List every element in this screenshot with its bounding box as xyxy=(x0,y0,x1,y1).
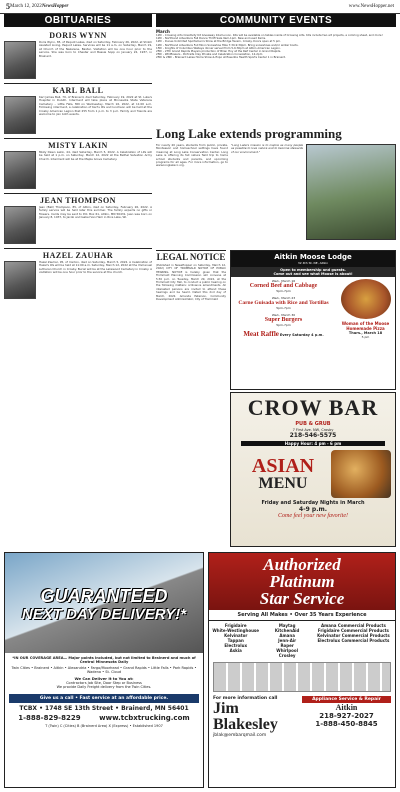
cta-text: Give us a call • Fast service at an affordable price. xyxy=(39,696,169,701)
obit-text: Doris Wynn, 85, of Pequot Lakes, died on Saturday, February 26, 2022, at Shiloh Assisted Living, Pequot Lakes. Services will be 11 a.m. on Saturday, March 19, at Church of the Nazarene, Baxter. Visitation will be one hour prior to the service. She was born to Chester and Bessie Sopp on January 22, 1937, in Brainerd. xyxy=(39,40,152,58)
page-header xyxy=(0,0,400,14)
event-time: 5pm-7pm xyxy=(276,289,291,293)
obit-text: Jean (Ball) Thompson, 85, of Aitkin, died on Saturday, February 26, 2022. A family service will be held later this summer. The family expects no gifts or flowers. Cards may be sent to P.O. Box 61, Aitkin, MN 56431. Jean was born on January 8, 1937, to Jacob and Isabel Van Ham in Rice Lake, WI. xyxy=(39,205,152,220)
event-item: 15th - Knights of Columbus Walleye dinner served from 5-6:30pm at Aitkin American Legion. xyxy=(156,45,281,50)
obit-photo xyxy=(4,96,36,134)
brand: Roper xyxy=(280,643,294,648)
tcbx-phone[interactable]: 1-888-829-8229 xyxy=(18,714,81,722)
event-date: Wed., March 23 xyxy=(271,296,296,300)
divider xyxy=(4,138,152,139)
towns-list: Twin Cities • Brainerd • Aitkin • Alexandria • Fargo/Moorhead • Grand Rapids • Little Falls • Park Rapids • Wadena • St. Cloud xyxy=(11,666,197,674)
brand: Kelvinator xyxy=(224,633,248,638)
obit-name: HAZEL ZAUHAR xyxy=(42,251,114,260)
obituaries-column xyxy=(4,29,152,549)
long-lake-article xyxy=(156,126,396,246)
blakesley-header xyxy=(209,553,395,610)
brand: Maytag xyxy=(278,623,296,628)
service-label: Appliance Service & Repair xyxy=(302,696,391,703)
events-month: March xyxy=(156,29,170,34)
guaranteed-text: GUARANTEED xyxy=(40,586,168,606)
obit-hazel xyxy=(4,251,152,301)
obit-photo xyxy=(4,206,36,244)
article-headline: Long Lake extends programming xyxy=(156,126,342,141)
event-item: 12th - Dunes Unlimited Sportsmen's Show at the Bridge Tavern, Crosby. Doors open at 5 pm. xyxy=(156,39,281,44)
divider xyxy=(4,83,152,84)
obit-photo xyxy=(4,261,36,299)
deliver-tag3: We provide Daily Freight delivery from the Twin Cities. xyxy=(56,685,152,689)
article-body: For nearly 40 years, students from public, private, Montessori and homeschool settings have found meaning at Long Lake Conservation Center. Long Lake is offering its fall nature field trip to home school students and parents, and upcoming programs for all ages. For more information, go to www.longlakecc.org. xyxy=(156,143,228,168)
brand: Crosley xyxy=(278,653,296,658)
deliver-tag: We Can Deliver It to You at: xyxy=(74,676,134,681)
coverage-fine: *IN OUR COVERAGE AREA— Major points included, but not limited to Brainerd and much of Central Minnesota Daily xyxy=(12,656,196,664)
owner-email[interactable]: jblak@embarqmail.com xyxy=(213,733,267,738)
brands-col-b xyxy=(262,623,311,658)
owner-name: Jim Blakesley xyxy=(213,700,278,733)
event-name: Corned Beef and Cabbage xyxy=(249,283,318,289)
obituaries-banner: OBITUARIES xyxy=(4,14,152,27)
site-url[interactable]: www.NewsHopper.net xyxy=(348,4,394,9)
page-number: 5 xyxy=(6,2,10,11)
event-item: 25th & 26th - Brainerd Lakes Home Show & Expo at Essentia Health Sports Center 1 in Brainerd. xyxy=(156,55,286,60)
tcbx-legend: T (Twin) C (Cities) B (Brainerd Area) X (Express) • Established 1907 xyxy=(45,724,163,728)
issue-date: March 12, 2022 xyxy=(10,4,42,9)
crow-bar-address: 7 First Ave. NW, Crosby xyxy=(292,428,334,432)
brands xyxy=(209,621,395,660)
moose-pizza xyxy=(336,277,395,341)
tcbx-address: TCBX • 1748 SE 13th Street • Brainerd, MN 56401 xyxy=(19,705,189,712)
food-photo xyxy=(331,450,391,498)
deliver-tag2: Contractors Job Site, Door Step or Business xyxy=(66,681,142,685)
brand: Amana xyxy=(279,633,295,638)
moose-events xyxy=(231,277,336,341)
asian-hours: 4-9 p.m. xyxy=(298,506,328,513)
brand-logos-strip xyxy=(213,662,391,692)
pizza-time: 5 pm xyxy=(361,335,370,339)
obit-text: Karl James Ball, 79, of Brainerd, died Saturday, February 19, 2022 at St. Luke's Hospital in Duluth. Interment will take place at Minnesota State Veterans Cemetery – Little Falls, MN on Wednesday, March 16, 2022, at 11:00 a.m. Following interment, a celebration of Karl's life and luncheon will be held at the Crosby American Legion Post 255 from 1 p.m. to 3 p.m. Family and friends are welcome to join both events. xyxy=(39,95,152,117)
moose-tagline: Open to membership and guests. xyxy=(280,268,346,272)
events-banner: COMMUNITY EVENTS xyxy=(156,14,396,27)
brand: Askia xyxy=(229,648,242,653)
moose-event xyxy=(233,330,334,338)
obit-misty xyxy=(4,141,152,191)
happy-hour: Happy Hour: 4 pm - 6 pm xyxy=(241,441,385,446)
brands-col-a xyxy=(211,623,260,658)
crow-bar-ad xyxy=(230,392,396,547)
obit-name: JEAN THOMPSON xyxy=(40,196,116,205)
brand: Frigidaire xyxy=(224,623,247,628)
info-label: For more information call xyxy=(213,696,278,701)
headline-3: Star Service xyxy=(259,589,345,608)
paper-name: NewsHopper xyxy=(41,4,69,9)
pizza-photo xyxy=(341,279,391,319)
menu-text: MENU xyxy=(258,475,308,492)
obit-name: MISTY LAKIN xyxy=(48,141,108,150)
obit-text: Hazel Zauhar, 95, of Ironton, died on Saturday, March 5, 2022. A Celebration of Hazel's life will be held at 11:00 a.m. Saturday, March 12, 2022 at the Immanuel Lutheran Church in Crosby. Burial will be at the Lakewood Cemetery in Crosby. A visitation will be one hour prior to the service at the church. xyxy=(39,260,152,275)
brand: Jenn-Air xyxy=(278,638,297,643)
obit-doris xyxy=(4,31,152,81)
crow-bar-name: CROW BAR xyxy=(247,395,379,420)
brand: Kelvinator Commercial Products xyxy=(317,633,390,638)
brand: KitchenAid xyxy=(274,628,300,633)
legal-notice xyxy=(156,250,226,470)
obit-name: DORIS WYNN xyxy=(49,31,107,40)
tcbx-url[interactable]: www.tcbxtrucking.com xyxy=(99,714,190,722)
brand: Frigidaire Commercial Products xyxy=(317,628,389,633)
phone-1[interactable]: 218-927-2027 xyxy=(319,712,374,720)
next-day-text: NEXT DAY DELIVERY!* xyxy=(21,606,187,623)
crow-bar-tagline: Come feel your new favorite! xyxy=(278,513,348,519)
asian-text: ASIAN xyxy=(251,455,315,477)
blakesley-ad xyxy=(208,552,396,788)
event-name: Carne Guisada with Rice and Tortillas xyxy=(238,300,329,306)
event-time: Every Saturday 4 p.m. xyxy=(279,333,324,337)
headline-1: Authorized xyxy=(263,555,341,574)
brand: Electrolux xyxy=(224,643,248,648)
event-time: 5pm-7pm xyxy=(276,306,291,310)
moose-event xyxy=(233,279,334,293)
obit-name: KARL BALL xyxy=(52,86,104,95)
event-date: Wed., March 30 xyxy=(271,313,296,317)
moose-tagline-2: Come out and see what Moose is about! xyxy=(273,272,353,276)
article-quote: "Long Lake's mission is to inspire as many people as possible to love nature and to become stewards of our environment." xyxy=(231,143,303,154)
obit-jean xyxy=(4,196,152,246)
legal-heading: LEGAL NOTICE xyxy=(156,252,226,262)
brand: Amana Commercial Products xyxy=(321,623,386,628)
moose-event xyxy=(233,313,334,327)
obit-text: Misty Dawn Lakin, 44, died Saturday, March 5, 2022. A Celebration of Life will be held at 1 p.m. on Saturday, March 12, 2022 at the Bethel Salvation Army Church. Interment will be at the Maple Grove Cemetery. xyxy=(39,150,152,161)
event-date: Wed., March 16 xyxy=(271,279,296,283)
tcbx-cta xyxy=(9,694,199,703)
event-item: 25th - 27th Grand Rapids Players production of Brian Hoy at the Reif Center in Grand Rapids. xyxy=(156,49,282,54)
moose-address: 32 4th St. NE, Aitkin xyxy=(297,261,329,265)
blakesley-tagline: Serving All Makes • Over 35 Years Experience xyxy=(209,610,395,621)
brand: Whirlpool xyxy=(276,648,299,653)
article-photo xyxy=(306,144,396,240)
pizza-date: Thurs., March 18 xyxy=(348,331,383,335)
event-item: 12th - Crossing Arts Creativity Kit Giveaway 10am-noon. Kits will be available on tables inside of Crossing Arts. Kits include two art projects, a coloring sheet, and more! xyxy=(156,33,383,37)
pizza-title: Woman of the Moose Homemade Pizza xyxy=(341,321,390,331)
events-list xyxy=(156,34,396,60)
truck-photo xyxy=(5,553,203,653)
event-time: 5pm-7pm xyxy=(276,323,291,327)
event-item: 12th - Northland Adventure Full Moon Snowshoe Hike 7:30-9:30pm. Bring snowshoes and/or winter boots. xyxy=(156,42,299,47)
divider xyxy=(4,248,152,249)
crow-bar-sub: PUB & GRUB xyxy=(295,421,331,427)
headline-2: Platinum xyxy=(269,572,335,591)
event-item: 12th - Northland Adventure Fall Dance Thrift Sale 9am-1pm. New and used items. xyxy=(156,36,267,41)
event-name: Super Burgers xyxy=(264,317,303,323)
aitkin-moose-ad xyxy=(230,250,396,390)
phone-2[interactable]: 1-888-450-8845 xyxy=(315,720,378,728)
tcbx-ad xyxy=(4,552,204,788)
moose-tag xyxy=(231,267,395,277)
legal-text: (Published in NewsHopper on Saturday, March 12, 2022) CITY OF TROMMALD NOTICE OF PUBLIC HEARING. NOTICE is hereby given that the Trommald Planning Commission will convene at 5:30 p.m. on Tuesday, March 29, 2022, at the Trommald City Hall, to conduct a public hearing on the following matters: ordinance amendments. All interested persons are invited to attend these hearings and be heard. Dated this 2nd day of March, 2022. Amanda Peterson, Community Development Administrator, City of Trommald xyxy=(156,263,226,302)
brand: White-Westinghouse xyxy=(212,628,260,633)
asian-nights: Friday and Saturday Nights in March xyxy=(261,500,365,506)
brand: Electrolux Commercial Products xyxy=(317,638,390,643)
town: Aitkin xyxy=(335,703,358,712)
obit-karl xyxy=(4,86,152,136)
moose-event xyxy=(233,296,334,310)
event-item: 25th - Wildflowers - Portraits Clay Private and Celebration Consolation, 12-2pm xyxy=(156,52,263,57)
crow-bar-phone[interactable]: 218-546-5575 xyxy=(289,432,337,439)
obit-photo xyxy=(4,151,36,189)
brand: Tappan xyxy=(227,638,244,643)
event-name: Meat Raffle xyxy=(243,330,279,338)
obit-photo xyxy=(4,41,36,79)
moose-title: Aitkin Moose Lodge xyxy=(274,253,352,261)
moose-header xyxy=(231,251,395,267)
divider xyxy=(4,193,152,194)
brands-col-c xyxy=(314,623,393,658)
events-column xyxy=(156,29,396,125)
